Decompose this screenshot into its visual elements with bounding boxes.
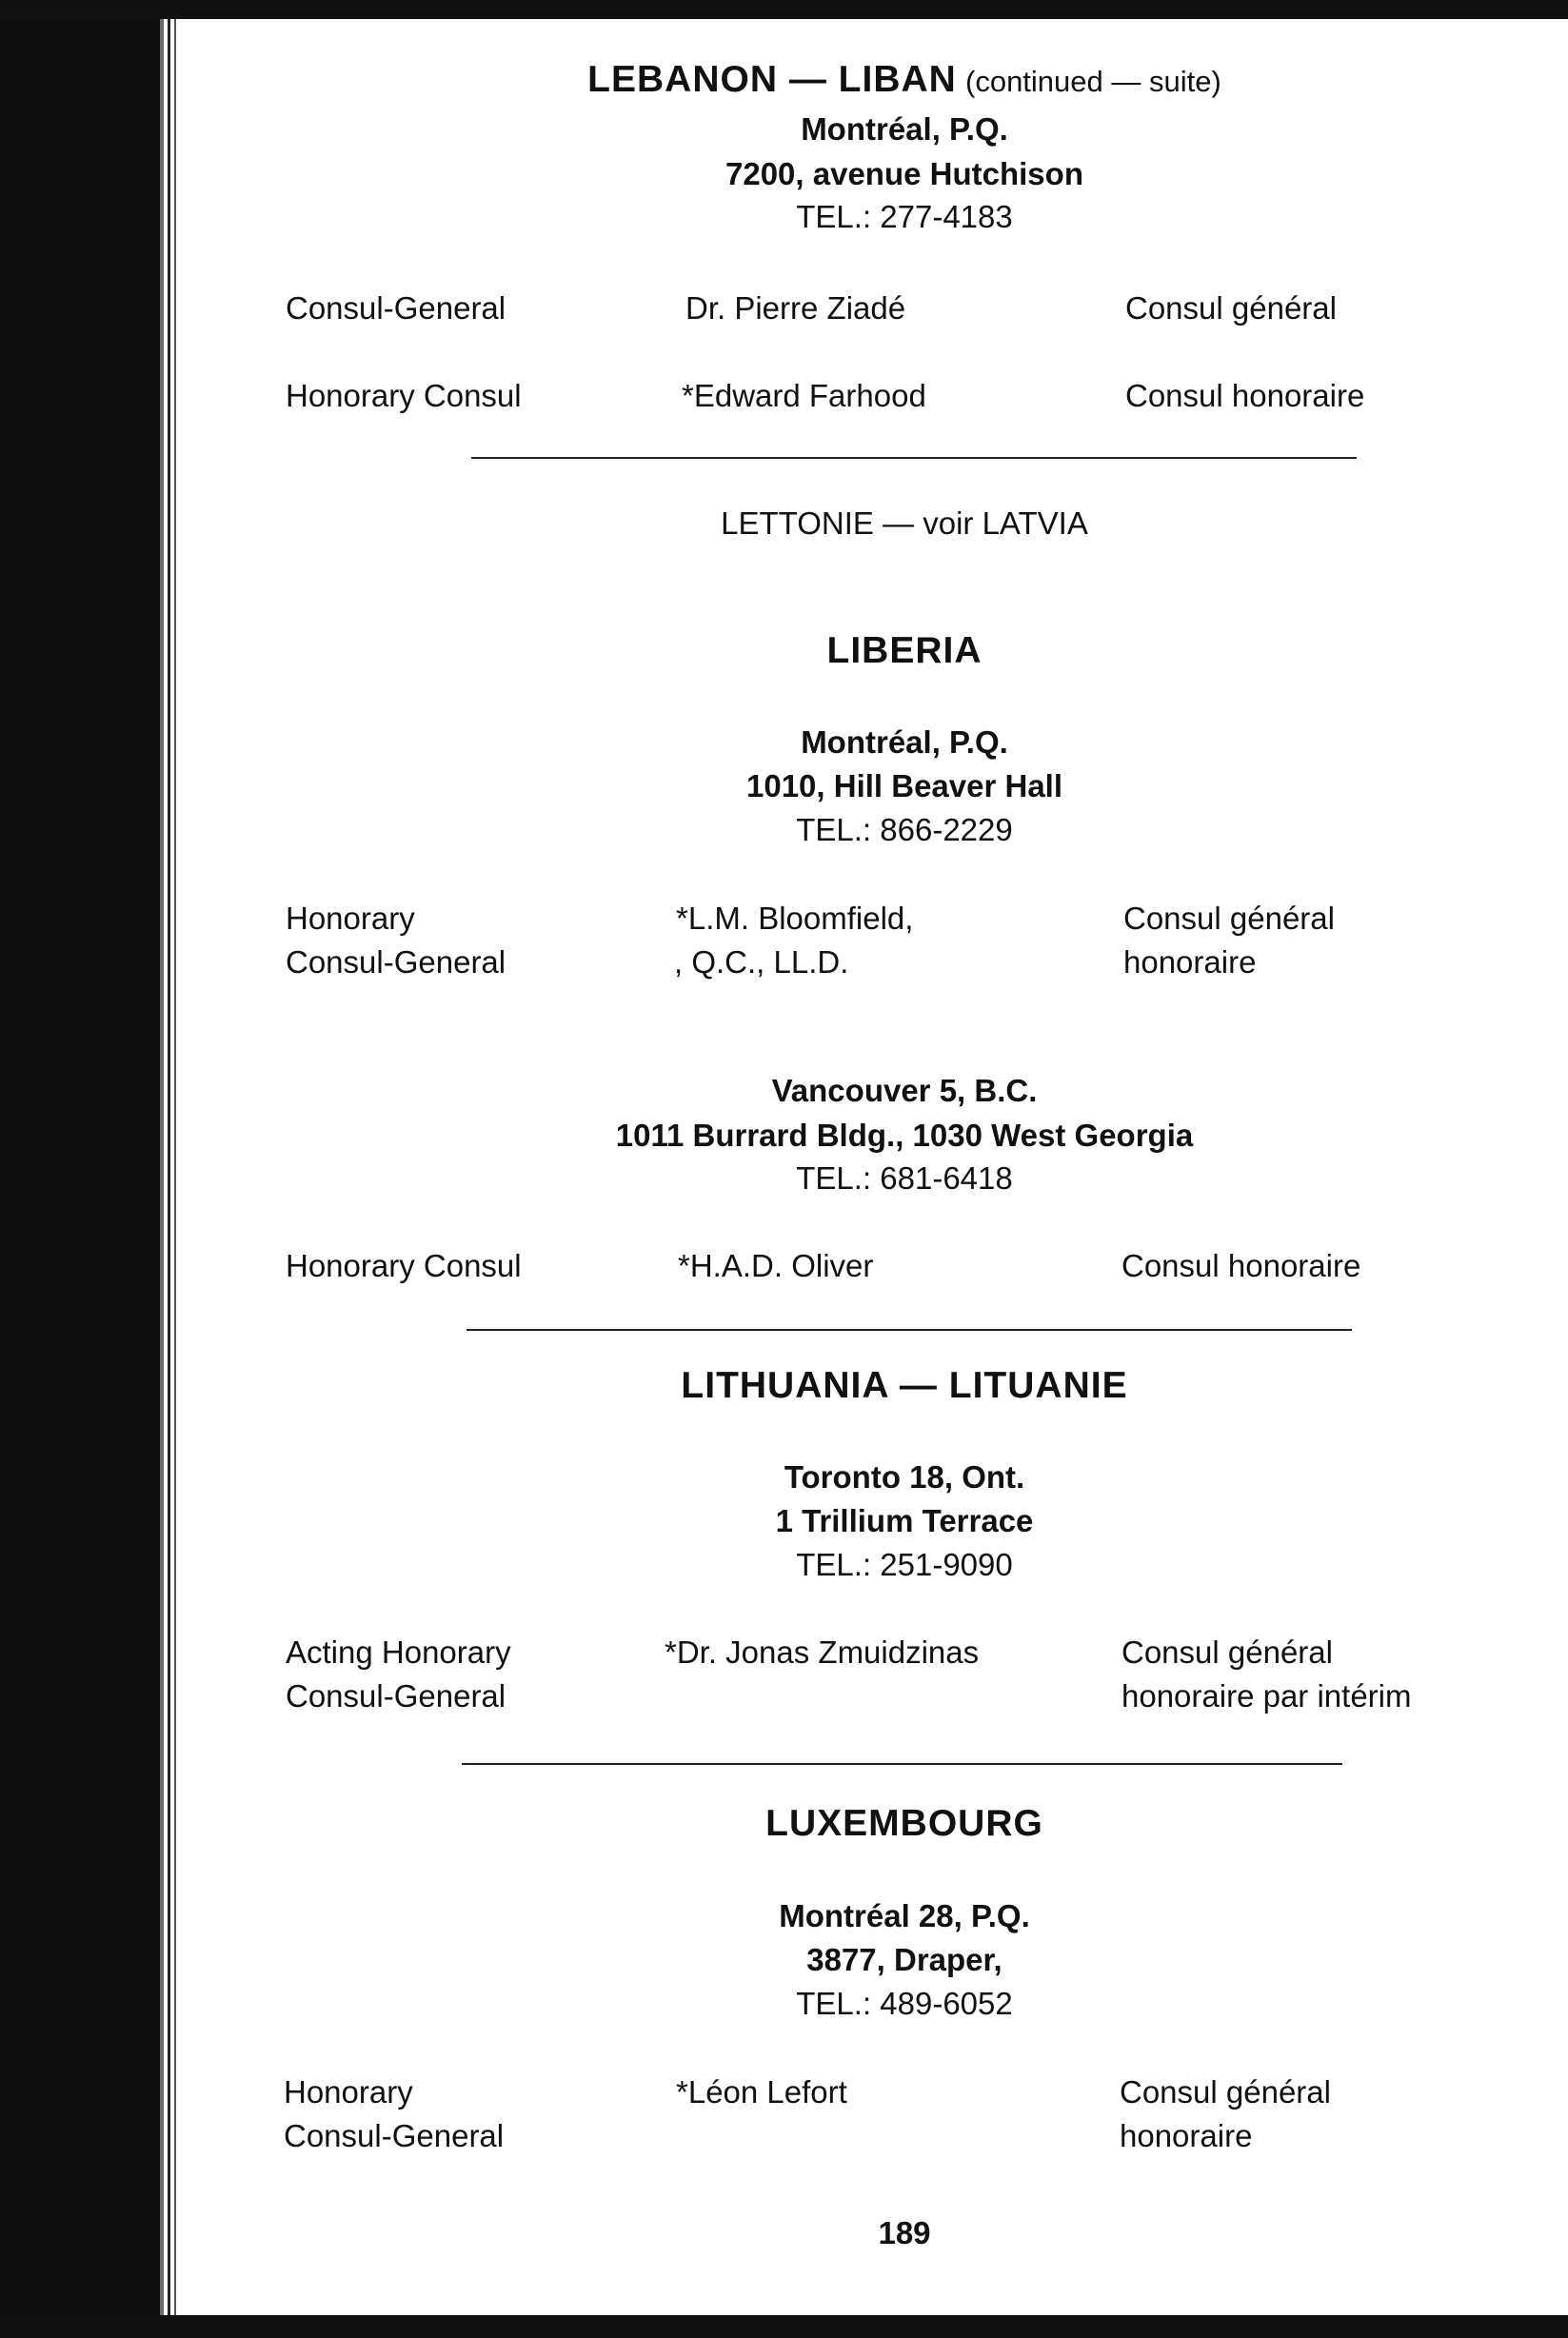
lithuania-title-en-2: Consul-General xyxy=(286,1678,506,1714)
liberia-montreal-city: Montréal, P.Q. xyxy=(801,724,1008,760)
lebanon-city: Montréal, P.Q. xyxy=(801,111,1008,147)
lebanon-address: 7200, avenue Hutchison xyxy=(725,156,1083,191)
liberia-montreal-name-2: , Q.C., LL.D. xyxy=(674,944,849,980)
luxembourg-title-fr-1: Consul général xyxy=(1120,2074,1331,2110)
liberia-vancouver-title-fr: Consul honoraire xyxy=(1121,1248,1361,1283)
lebanon-tel: TEL.: 277-4183 xyxy=(796,199,1013,234)
lithuania-name: *Dr. Jonas Zmuidzinas xyxy=(665,1635,980,1670)
lithuania-tel: TEL.: 251-9090 xyxy=(796,1547,1013,1582)
lettonie-cross-reference: LETTONIE — voir LATVIA xyxy=(721,505,1088,541)
lebanon-heading-note: (continued — suite) xyxy=(965,65,1221,98)
lebanon-row-2-title-en: Honorary Consul xyxy=(286,378,522,413)
liberia-vancouver-name: *H.A.D. Oliver xyxy=(678,1248,874,1283)
scan-edge-top xyxy=(0,0,1568,19)
luxembourg-name: *Léon Lefort xyxy=(676,2074,847,2110)
liberia-montreal-name-1: *L.M. Bloomfield, xyxy=(676,901,914,936)
liberia-montreal-title-en-1: Honorary xyxy=(286,901,415,936)
liberia-montreal-tel: TEL.: 866-2229 xyxy=(796,812,1013,847)
lithuania-title-en-1: Acting Honorary xyxy=(286,1635,511,1670)
luxembourg-title-en-1: Honorary xyxy=(284,2074,413,2110)
liberia-heading: LIBERIA xyxy=(826,630,982,671)
lebanon-heading: LEBANON — LIBAN xyxy=(587,59,957,100)
section-divider xyxy=(466,1329,1352,1331)
liberia-vancouver-tel: TEL.: 681-6418 xyxy=(796,1160,1013,1196)
lithuania-heading: LITHUANIA — LITUANIE xyxy=(681,1365,1128,1406)
lithuania-address: 1 Trillium Terrace xyxy=(775,1503,1034,1538)
luxembourg-address: 3877, Draper, xyxy=(806,1942,1002,1977)
lebanon-row-2-title-fr: Consul honoraire xyxy=(1125,378,1365,413)
lebanon-heading-line xyxy=(0,61,1568,101)
luxembourg-title-fr-2: honoraire xyxy=(1120,2118,1253,2153)
page-number: 189 xyxy=(878,2215,931,2250)
section-divider xyxy=(471,457,1357,459)
lithuania-title-fr-2: honoraire par intérim xyxy=(1121,1678,1412,1714)
lebanon-row-2-name: *Edward Farhood xyxy=(682,378,926,413)
luxembourg-city: Montréal 28, P.Q. xyxy=(779,1898,1030,1933)
section-divider xyxy=(462,1763,1342,1765)
scan-edge-bottom xyxy=(0,2315,1568,2338)
lithuania-city: Toronto 18, Ont. xyxy=(784,1459,1025,1495)
liberia-vancouver-city: Vancouver 5, B.C. xyxy=(771,1073,1038,1108)
lithuania-title-fr-1: Consul général xyxy=(1121,1635,1333,1670)
liberia-montreal-title-fr-1: Consul général xyxy=(1123,901,1335,936)
liberia-vancouver-title-en: Honorary Consul xyxy=(286,1248,522,1283)
luxembourg-heading: LUXEMBOURG xyxy=(765,1803,1043,1844)
lebanon-row-1-name: Dr. Pierre Ziadé xyxy=(685,290,906,326)
luxembourg-title-en-2: Consul-General xyxy=(284,2118,505,2153)
luxembourg-tel: TEL.: 489-6052 xyxy=(796,1986,1013,2021)
liberia-vancouver-address: 1011 Burrard Bldg., 1030 West Georgia xyxy=(615,1118,1194,1153)
liberia-montreal-title-en-2: Consul-General xyxy=(286,944,506,980)
lebanon-row-1-title-en: Consul-General xyxy=(286,290,506,326)
lebanon-row-1-title-fr: Consul général xyxy=(1125,290,1337,326)
liberia-montreal-title-fr-2: honoraire xyxy=(1123,944,1257,980)
liberia-montreal-address: 1010, Hill Beaver Hall xyxy=(745,768,1063,803)
